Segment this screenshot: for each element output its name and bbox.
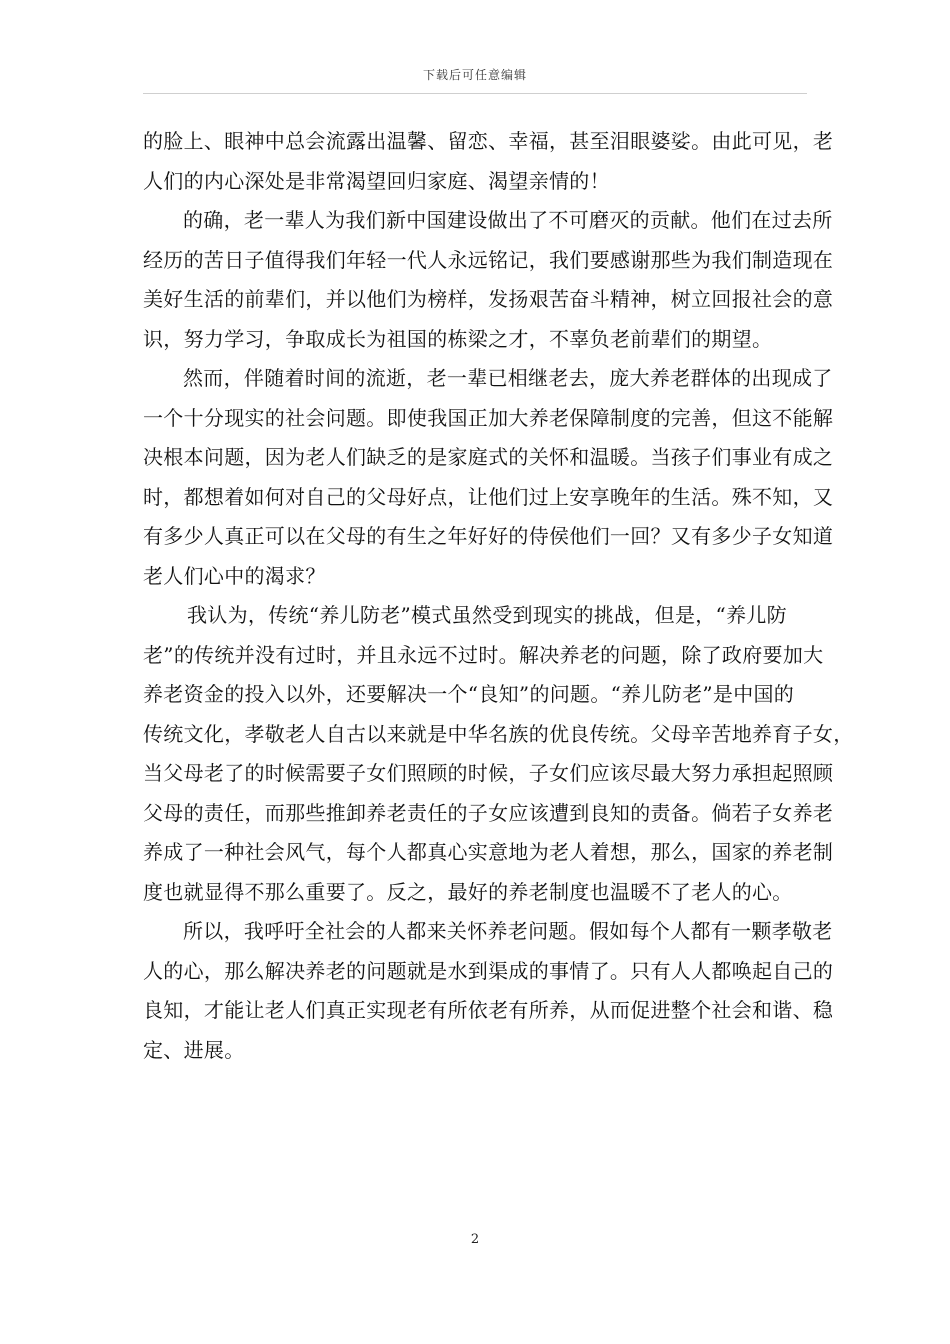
text-line: 老人们心中的渴求？ [143,563,326,588]
text-line: 有多少人真正可以在父母的有生之年好好的侍侯他们一回？又有多少子女知道 [143,524,834,548]
text-line: 当父母老了的时候需要子女们照顾的时候，子女们应该尽最大努力承担起照顾 [143,761,834,785]
text-line: 父母的责任，而那些推卸养老责任的子女应该遭到良知的责备。倘若子女养老 [143,800,834,825]
text-line: 经历的苦日子值得我们年轻一代人永远铭记，我们要感谢那些为我们制造现在 [143,247,834,272]
text-line: 度也就显得不那么重要了。反之，最好的养老制度也温暖不了老人的心。 [143,879,793,904]
paragraph-start-line: 然而，伴随着时间的流逝，老一辈已相继老去，庞大养老群体的出现成了 [183,366,833,390]
text-line: 一个十分现实的社会问题。即使我国正加大养老保障制度的完善，但这不能解 [143,405,834,430]
text-line: 决根本问题，因为老人们缺乏的是家庭式的关怀和温暖。当孩子们事业有成之 [143,445,834,469]
text-line: 的脸上、眼神中总会流露出温馨、留恋、幸福，甚至泪眼婆娑。由此可见，老 [143,129,834,153]
text-line: 养成了一种社会风气，每个人都真心实意地为老人着想，那么，国家的养老制 [143,840,834,864]
header-divider [143,93,807,94]
text-line: 识，努力学习，争取成长为祖国的栋梁之才，不辜负老前辈们的期望。 [143,326,773,351]
text-line: 人的心，那么解决养老的问题就是水到渠成的事情了。只有人人都唤起自己的 [143,958,834,983]
page-number: 2 [470,1232,480,1247]
text-line: 美好生活的前辈们，并以他们为榜样，发扬艰苦奋斗精神，树立回报社会的意 [143,287,834,311]
text-line: 良知，才能让老人们真正实现老有所依老有所养，从而促进整个社会和谐、稳 [143,998,834,1022]
text-line: 人们的内心深处是非常渴望回归家庭、渴望亲情的！ [143,168,610,193]
text-line: 定、进展。 [143,1037,245,1062]
text-line: 时，都想着如何对自己的父母好点，让他们过上安享晚年的生活。殊不知，又 [143,484,834,509]
text-line: 传统文化，孝敬老人自古以来就是中华名族的优良传统。父母辛苦地养育子女， [143,721,854,746]
document-body [143,122,854,1070]
paragraph-start-line: 的确，老一辈人为我们新中国建设做出了不可磨灭的贡献。他们在过去所 [183,208,833,232]
paragraph-start-line: 我认为，传统“养儿防老”模式虽然受到现实的挑战，但是，“养儿防 [187,603,787,627]
page-header: 下载后可任意编辑 [422,68,527,82]
paragraph-start-line: 所以，我呼吁全社会的人都来关怀养老问题。假如每个人都有一颗孝敬老 [183,919,833,943]
text-line: 老”的传统并没有过时，并且永远不过时。解决养老的问题，除了政府要加大 [143,642,824,667]
text-line: 养老资金的投入以外，还要解决一个“良知”的问题。“养儿防老”是中国的 [143,682,795,706]
